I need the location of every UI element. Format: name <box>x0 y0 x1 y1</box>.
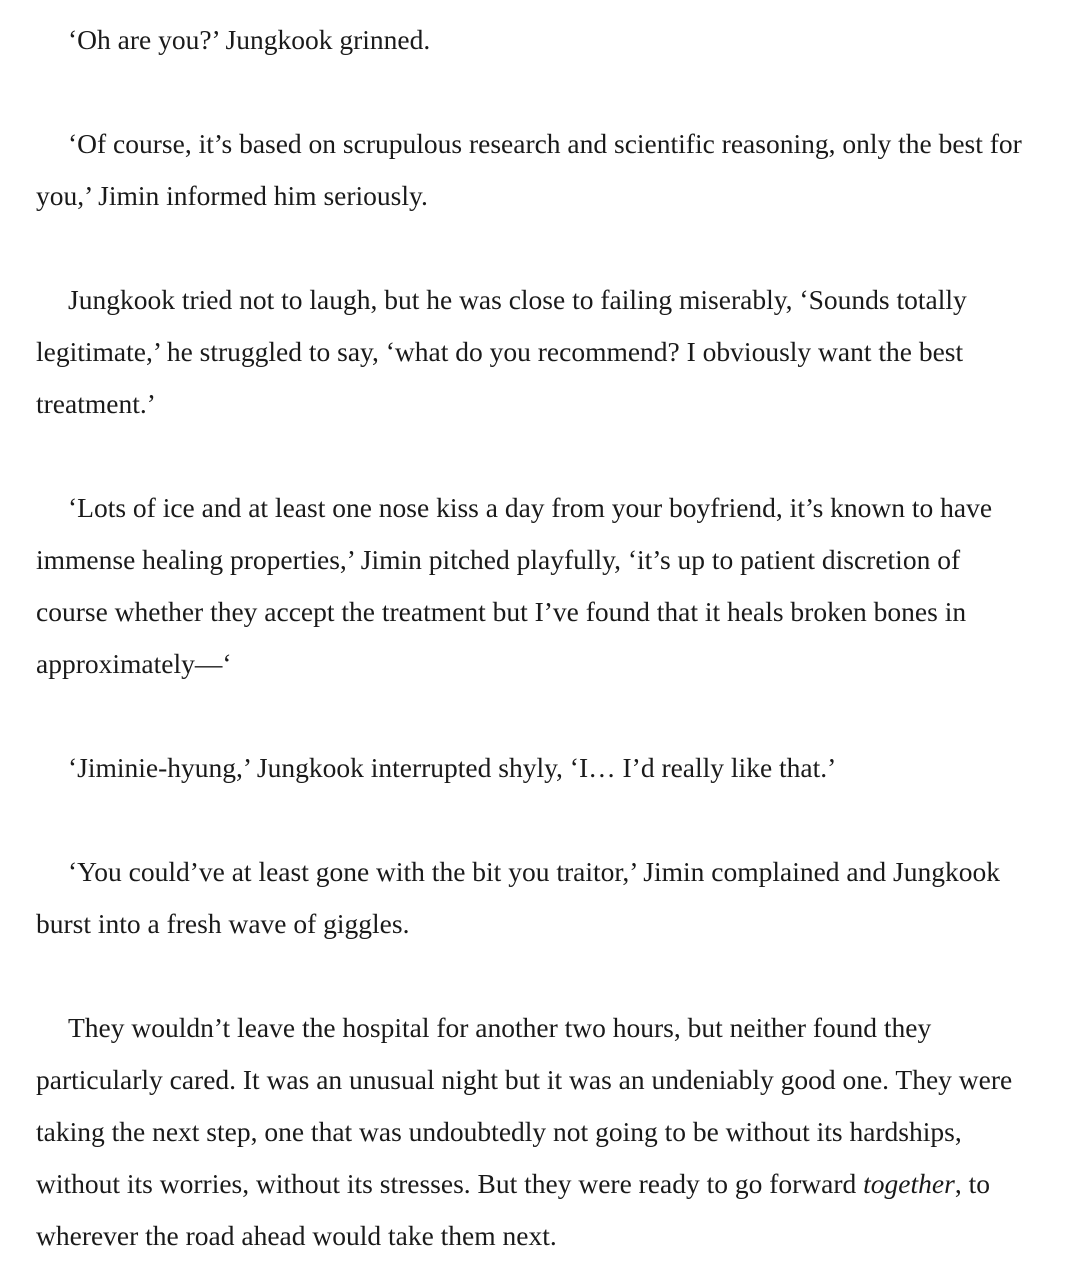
paragraph-2: ‘Of course, it’s based on scrupulous research and scientific reasoning, only the best for you,’ Jimin informed him seriously. <box>36 128 1022 211</box>
paragraph-6: ‘You could’ve at least gone with the bit you traitor,’ Jimin complained and Jungkook burst into a fresh wave of giggles. <box>36 856 1000 939</box>
paragraph-7-emphasis: together <box>863 1168 955 1199</box>
paragraph-3: Jungkook tried not to laugh, but he was close to failing miserably, ‘Sounds totally legitimate,’ he struggled to say, ‘what do you recommend? I obviously want the best treatment.’ <box>36 284 967 419</box>
paragraph-5: ‘Jiminie-hyung,’ Jungkook interrupted shyly, ‘I… I’d really like that.’ <box>68 752 837 783</box>
document-page <box>36 14 1036 1262</box>
paragraph-1: ‘Oh are you?’ Jungkook grinned. <box>68 24 431 55</box>
paragraph-4: ‘Lots of ice and at least one nose kiss a day from your boyfriend, it’s known to have immense healing properties,’ Jimin pitched playfully, ‘it’s up to patient discretion of course whether they accept the treatment but I’ve found that it heals broken bones in approximately—‘ <box>36 492 993 679</box>
paragraph-7-text: They wouldn’t leave the hospital for another two hours, but neither found they particularly cared. It was an unusual night but it was an undeniably good one. They were taking the next step, one that was undoubtedly not going to be without its hardships, without its worries, without its stresses. But they were ready to go forward <box>36 1012 1013 1199</box>
paragraph-7 <box>36 1002 1036 1262</box>
paragraph-7-tail: , to wherever the road ahead would take them next. <box>36 1168 990 1251</box>
